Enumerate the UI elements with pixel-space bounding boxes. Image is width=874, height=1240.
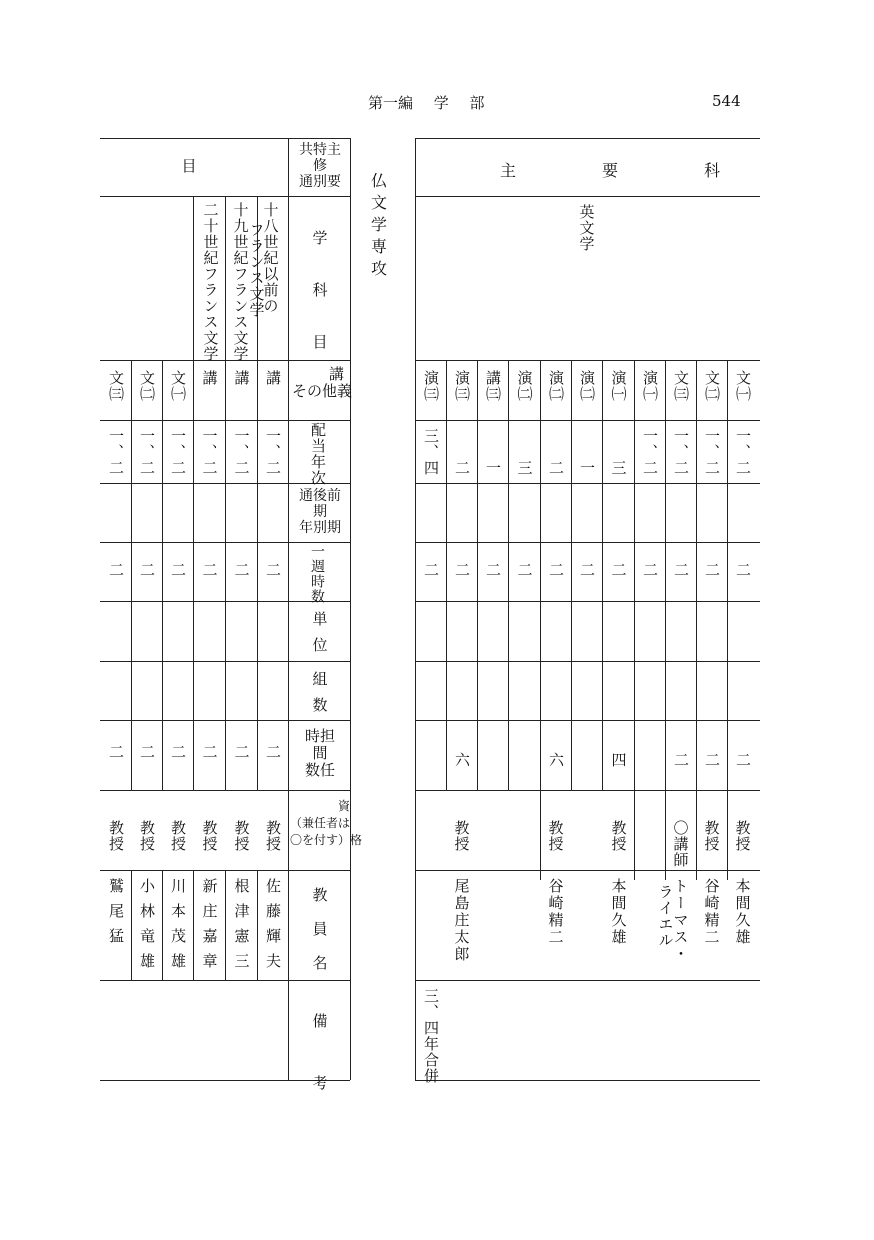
header-year: 配当年次 [309,422,327,486]
rank-cell: 教授 [609,820,628,852]
tanto-cell: 二 [232,744,251,760]
year-cell: 一、二 [138,428,156,476]
year-cell: 一、二 [672,428,690,476]
header-lecture: 講 その他義 [292,365,353,400]
rank-cell: 教授 [138,820,156,852]
left-subject-2: 十九世紀フランス文学 [231,202,250,362]
header-term: 通後前 期 年別期 [299,488,341,536]
lecture-cell: 演㈢ [453,370,471,402]
hours-cell: 二 [422,562,440,578]
teacher-cell: 谷崎精二 [702,878,721,946]
rank-cell: 教授 [733,820,752,852]
lecture-cell: 文㈡ [138,370,156,402]
hours-cell: 二 [515,562,534,578]
tanto-cell: 二 [138,744,156,760]
right-top-label: 主 要 科 [500,161,720,180]
year-cell: 一、二 [232,428,251,476]
year-cell: 三 [609,460,628,476]
tanto-cell: 二 [734,752,752,768]
rank-cell: 教授 [200,820,219,852]
hours-cell: 二 [641,562,659,578]
lecture-cell: 講㈢ [484,370,502,402]
lecture-cell: 文㈢ [672,370,690,402]
tanto-cell: 二 [672,752,690,768]
year-cell: 二 [453,460,471,476]
hours-cell: 二 [453,562,471,578]
year-cell: 一、二 [169,428,187,476]
year-cell: 二 [547,460,565,476]
header-hours: 一週時数 [309,544,325,604]
tanto-cell: 六 [547,752,565,768]
hours-cell: 二 [578,562,596,578]
lecture-cell: 文㈠ [169,370,187,402]
tanto-cell: 二 [107,744,125,760]
teacher-cell: 小林竜雄 [138,878,156,978]
tanto-cell: 二 [169,744,187,760]
lecture-cell: 演㈢ [422,370,440,402]
lecture-cell: 文㈢ [107,370,125,402]
rank-cell: 教授 [169,820,187,852]
teacher-cell-2: ライエル [656,884,675,948]
lecture-cell: 演㈡ [578,370,596,402]
lecture-cell: 文㈠ [734,370,752,402]
rank-cell: 教授 [232,820,251,852]
year-cell: 一、二 [734,428,752,476]
year-cell: 一、二 [200,428,219,476]
left-top-label: 目 [179,158,198,174]
hours-cell: 二 [547,562,565,578]
left-subject-1b: フランス文学 [247,222,266,318]
year-cell: 三、四 [422,428,440,476]
lecture-cell: 演㈡ [515,370,534,402]
hours-cell: 二 [484,562,502,578]
header-unit: 単 位 [312,610,328,654]
year-cell: 一 [484,460,502,476]
lecture-cell: 演㈡ [547,370,565,402]
year-cell: 一、二 [703,428,721,476]
left-subject-1: 十八世紀以前の [261,202,280,314]
hours-cell: 二 [138,562,156,578]
rank-cell: 教授 [702,820,721,852]
hours-cell: 二 [734,562,752,578]
teacher-cell: 本間久雄 [609,878,628,946]
lecture-cell: 文㈡ [703,370,721,402]
teacher-cell: 谷崎精二 [546,878,565,946]
lecture-cell: 演㈠ [609,370,628,402]
hours-cell: 二 [264,562,282,578]
teacher-cell: 川本茂雄 [169,878,187,978]
header-subject: 学 科 目 [312,229,328,351]
page-header: 第一編 学 部 [368,94,485,112]
hours-cell: 二 [609,562,628,578]
hours-cell: 二 [169,562,187,578]
teacher-cell: 鷲尾猛 [107,878,125,953]
header-notes: 備 考 [312,1012,328,1092]
tanto-cell: 二 [264,744,282,760]
joint-note: 三、四年合併 [422,988,440,1084]
header-groups: 組 数 [312,670,328,714]
hours-cell: 二 [703,562,721,578]
lecture-cell: 講 [232,370,251,386]
year-cell: 三 [515,460,534,476]
tanto-cell: 二 [200,744,219,760]
teacher-cell: トーマス・ [671,878,690,963]
page-number: 544 [712,92,741,110]
rank-cell: 教授 [264,820,282,852]
tanto-cell: 二 [703,752,721,768]
hours-cell: 二 [672,562,690,578]
header-rank: 資 （兼任者は 〇を付す）格 [290,799,363,847]
lecture-cell: 講 [264,370,282,386]
rank-cell: 教授 [452,820,471,852]
year-cell: 一、二 [264,428,282,476]
year-cell: 一、二 [641,428,659,476]
major-label: 仏文学専攻 [368,172,388,282]
left-subject-3: 二十世紀フランス文学 [201,202,220,362]
right-subject: 英文学 [577,204,596,252]
teacher-cell: 根津憲三 [232,878,251,978]
header-kind: 共特主 修 通別要 [299,142,341,190]
teacher-cell: 新庄嘉章 [200,878,219,978]
hours-cell: 二 [232,562,251,578]
header-teacher: 教 員 名 [312,886,328,972]
teacher-cell: 本間久雄 [733,878,752,946]
year-cell: 一、二 [107,428,125,476]
tanto-cell: 四 [609,752,628,768]
lecture-cell: 演㈠ [641,370,659,402]
hours-cell: 二 [200,562,219,578]
hours-cell: 二 [107,562,125,578]
teacher-cell: 佐藤輝夫 [264,878,282,978]
header-tanto: 時担 間 数任 [304,727,335,779]
rank-cell: 教授 [546,820,565,852]
rank-cell: 〇講師 [671,820,690,868]
rank-cell: 教授 [107,820,125,852]
tanto-cell: 六 [453,752,471,768]
teacher-cell: 尾島庄太郎 [452,878,471,963]
year-cell: 一 [578,460,596,476]
lecture-cell: 講 [200,370,219,386]
